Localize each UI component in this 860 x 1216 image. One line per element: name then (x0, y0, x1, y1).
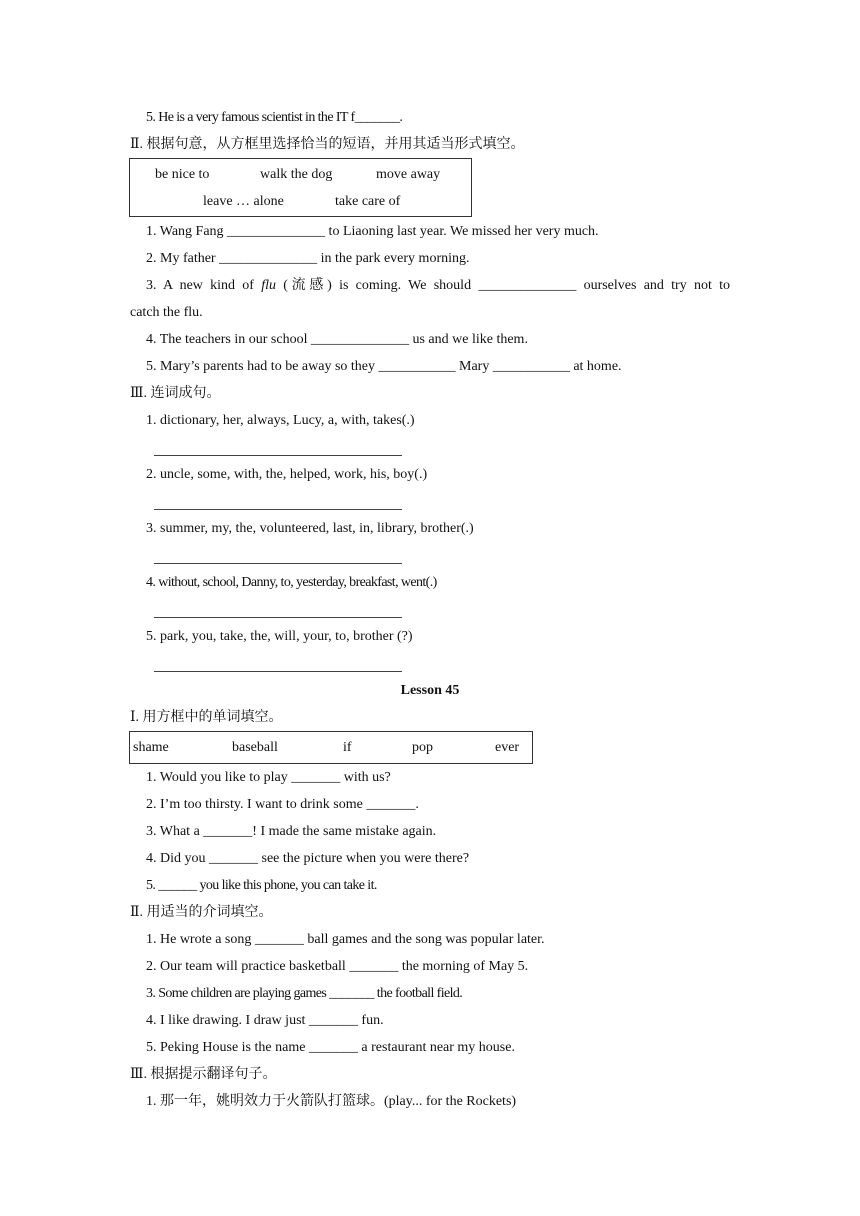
section-3-title: Ⅲ. 连词成句。 (130, 386, 221, 401)
s3-item-1: 1. dictionary, her, always, Lucy, a, with, takes(.) (146, 413, 415, 428)
word-ever: ever (495, 740, 520, 755)
l-s2-item-2: 2. Our team will practice basketball _______ the morning of May 5. (146, 959, 529, 974)
answer-line[interactable] (154, 671, 402, 672)
s2-item-3: 3. A new kind of flu (流感) is coming. We should ______________ ourselves and try not to (146, 278, 731, 293)
answer-line[interactable] (154, 455, 402, 456)
s2-item-1: 1. Wang Fang ______________ to Liaoning last year. We missed her very much. (146, 224, 599, 239)
phrase-be-nice-to: be nice to (155, 167, 210, 182)
l-s1-item-3: 3. What a _______! I made the same mistake again. (146, 824, 437, 839)
s3-item-3: 3. summer, my, the, volunteered, last, in, library, brother(.) (146, 521, 474, 536)
l-s1-item-5: 5. ______ you like this phone, you can take it. (146, 878, 377, 893)
l-s2-item-4: 4. I like drawing. I draw just _______ fun. (146, 1013, 384, 1028)
answer-line[interactable] (154, 617, 402, 618)
answer-line[interactable] (154, 563, 402, 564)
s2-item-5: 5. Mary’s parents had to be away so they ___________ Mary ___________ at home. (146, 359, 622, 374)
s2-item-3-cont: catch the flu. (130, 305, 203, 320)
lesson-section-2-title: Ⅱ. 用适当的介词填空。 (130, 905, 273, 920)
word-pop: pop (412, 740, 433, 755)
phrase-walk-the-dog: walk the dog (260, 167, 333, 182)
l-s1-item-2: 2. I’m too thirsty. I want to drink some _______. (146, 797, 419, 812)
question-5: 5. He is a very famous scientist in the IT f_______. (146, 110, 403, 125)
s3-item-2: 2. uncle, some, with, the, helped, work, his, boy(.) (146, 467, 428, 482)
s3-item-5: 5. park, you, take, the, will, your, to, brother (?) (146, 629, 413, 644)
l-s2-item-3: 3. Some children are playing games _______ the football field. (146, 986, 463, 1001)
word-baseball: baseball (232, 740, 278, 755)
word-box (129, 731, 533, 764)
phrase-leave-alone: leave … alone (203, 194, 284, 209)
l-s2-item-1: 1. He wrote a song _______ ball games and the song was popular later. (146, 932, 545, 947)
lesson-title: Lesson 45 (400, 683, 460, 698)
s3-item-4: 4. without, school, Danny, to, yesterday, breakfast, went(.) (146, 575, 437, 590)
lesson-section-3-title: Ⅲ. 根据提示翻译句子。 (130, 1067, 277, 1082)
phrase-box (129, 158, 472, 217)
word-shame: shame (133, 740, 169, 755)
l-s1-item-1: 1. Would you like to play _______ with us? (146, 770, 391, 785)
l-s2-item-5: 5. Peking House is the name _______ a restaurant near my house. (146, 1040, 515, 1055)
lesson-section-1-title: Ⅰ. 用方框中的单词填空。 (130, 710, 283, 725)
phrase-take-care-of: take care of (335, 194, 401, 209)
phrase-move-away: move away (376, 167, 441, 182)
l-s1-item-4: 4. Did you _______ see the picture when you were there? (146, 851, 470, 866)
italic-flu: flu (261, 278, 276, 293)
s2-item-2: 2. My father ______________ in the park every morning. (146, 251, 470, 266)
l-s3-item-1: 1. 那一年，姚明效力于火箭队打篮球。(play... for the Rockets) (146, 1094, 517, 1109)
answer-line[interactable] (154, 509, 402, 510)
s2-item-4: 4. The teachers in our school ______________ us and we like them. (146, 332, 528, 347)
section-2-title: Ⅱ. 根据句意，从方框里选择恰当的短语，并用其适当形式填空。 (130, 137, 525, 152)
word-if: if (343, 740, 352, 755)
